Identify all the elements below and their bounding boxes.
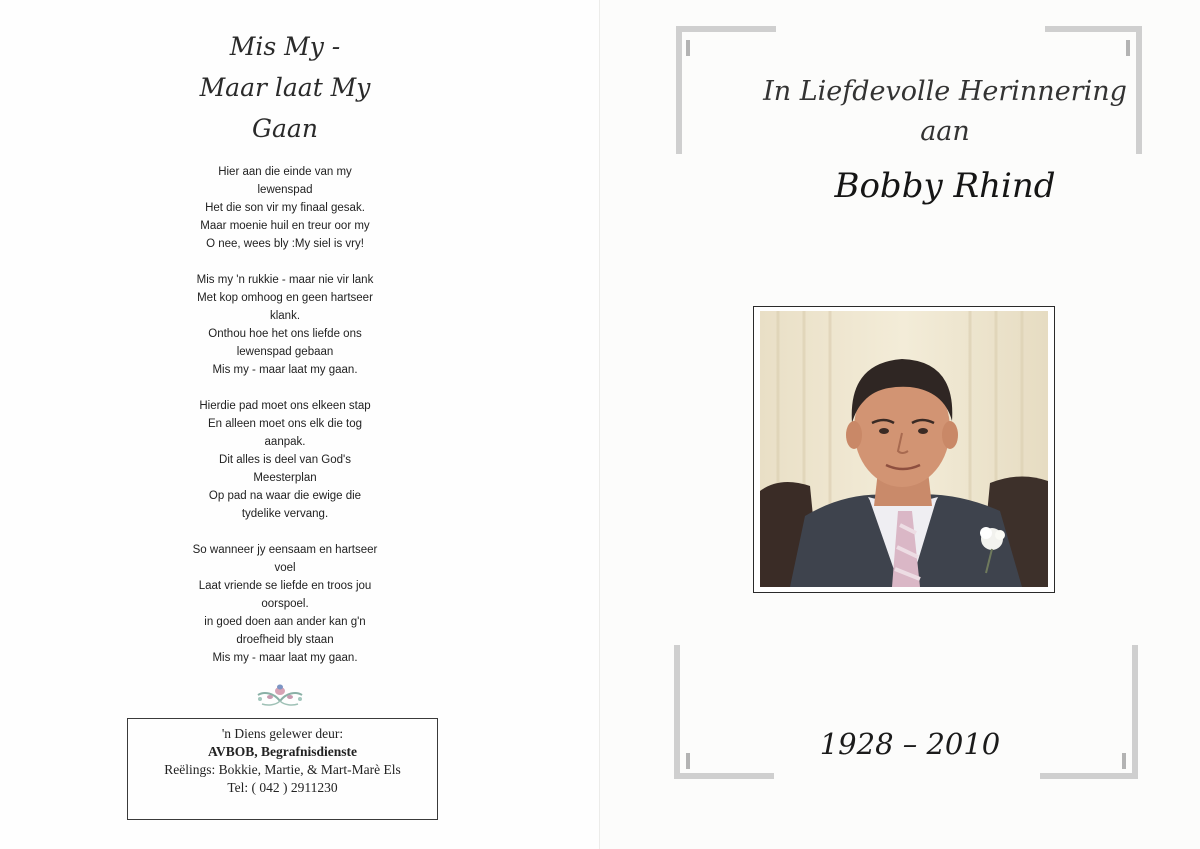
poem-line: En alleen moet ons elk die tog bbox=[207, 418, 363, 430]
poem-line: aanpak. bbox=[264, 436, 306, 448]
poem-stanza bbox=[160, 541, 410, 667]
poem-line: droefheid bly staan bbox=[236, 634, 334, 646]
right-page bbox=[600, 0, 1200, 849]
poem-line: oorspoel. bbox=[261, 598, 309, 610]
poem-line: Mis my 'n rukkie - maar nie vir lank bbox=[196, 274, 374, 286]
poem-line: Onthou hoe het ons liefde ons bbox=[208, 328, 362, 340]
poem-line: Meesterplan bbox=[253, 472, 317, 484]
poem-line: Mis my - maar laat my gaan. bbox=[212, 652, 358, 664]
poem-title-line: Gaan bbox=[252, 114, 318, 143]
poem-title bbox=[150, 26, 420, 149]
floral-ornament-icon bbox=[250, 679, 310, 709]
poem-line: Laat vriende se liefde en troos jou bbox=[198, 580, 372, 592]
poem-stanza bbox=[160, 397, 410, 523]
service-intro: 'n Diens gelewer deur: bbox=[221, 726, 344, 741]
poem-title-line: Mis My - bbox=[229, 32, 341, 61]
poem-stanza bbox=[160, 163, 410, 253]
poem-line: O nee, wees bly :My siel is vry! bbox=[206, 238, 364, 250]
poem-title-line: Maar laat My bbox=[199, 73, 371, 102]
frame-bottom-right-accent bbox=[1122, 753, 1126, 769]
memorial-heading bbox=[680, 72, 1200, 152]
funeral-service-box bbox=[127, 718, 438, 820]
frame-bottom-left-accent bbox=[686, 753, 690, 769]
poem-line: Hier aan die einde van my bbox=[218, 166, 352, 178]
poem-line: lewenspad bbox=[257, 184, 313, 196]
life-dates: 1928 – 2010 bbox=[819, 727, 1001, 761]
frame-top-left-accent bbox=[686, 40, 690, 56]
service-telephone: Tel: ( 042 ) 2911230 bbox=[227, 780, 338, 795]
frame-bottom-left-bar bbox=[674, 773, 774, 779]
poem-line: Hierdie pad moet ons elkeen stap bbox=[199, 400, 371, 412]
poem-line: Met kop omhoog en geen hartseer bbox=[197, 292, 373, 304]
frame-bottom-right-bar bbox=[1040, 773, 1138, 779]
poem-stanza bbox=[160, 271, 410, 379]
service-provider: AVBOB, Begrafnisdienste bbox=[207, 744, 357, 759]
memorial-heading-line: In Liefdevolle Herinnering bbox=[763, 76, 1127, 107]
deceased-name: Bobby Rhind bbox=[834, 166, 1056, 206]
poem-line: lewenspad gebaan bbox=[236, 346, 334, 358]
poem-line: Maar moenie huil en treur oor my bbox=[200, 220, 370, 232]
service-arrangements: Reëlings: Bokkie, Martie, & Mart-Marè Els bbox=[164, 762, 401, 777]
frame-top-left-bar bbox=[676, 26, 776, 32]
frame-bottom-right-post bbox=[1132, 645, 1138, 779]
poem-line: Mis my - maar laat my gaan. bbox=[212, 364, 358, 376]
portrait-photo bbox=[760, 311, 1048, 587]
poem-line: klank. bbox=[269, 310, 301, 322]
memorial-heading-line: aan bbox=[920, 116, 970, 147]
frame-top-right-accent bbox=[1126, 40, 1130, 56]
poem-line: tydelike vervang. bbox=[241, 508, 329, 520]
poem-line: Het die son vir my finaal gesak. bbox=[205, 202, 365, 214]
poem-body bbox=[160, 163, 410, 685]
poem-line: So wanneer jy eensaam en hartseer bbox=[192, 544, 378, 556]
frame-bottom-left-post bbox=[674, 645, 680, 779]
portrait-frame bbox=[753, 306, 1055, 593]
poem-line: voel bbox=[274, 562, 296, 574]
frame-top-right-bar bbox=[1045, 26, 1142, 32]
poem-line: Dit alles is deel van God's bbox=[219, 454, 351, 466]
poem-line: in goed doen aan ander kan g'n bbox=[204, 616, 366, 628]
poem-line: Op pad na waar die ewige die bbox=[208, 490, 362, 502]
